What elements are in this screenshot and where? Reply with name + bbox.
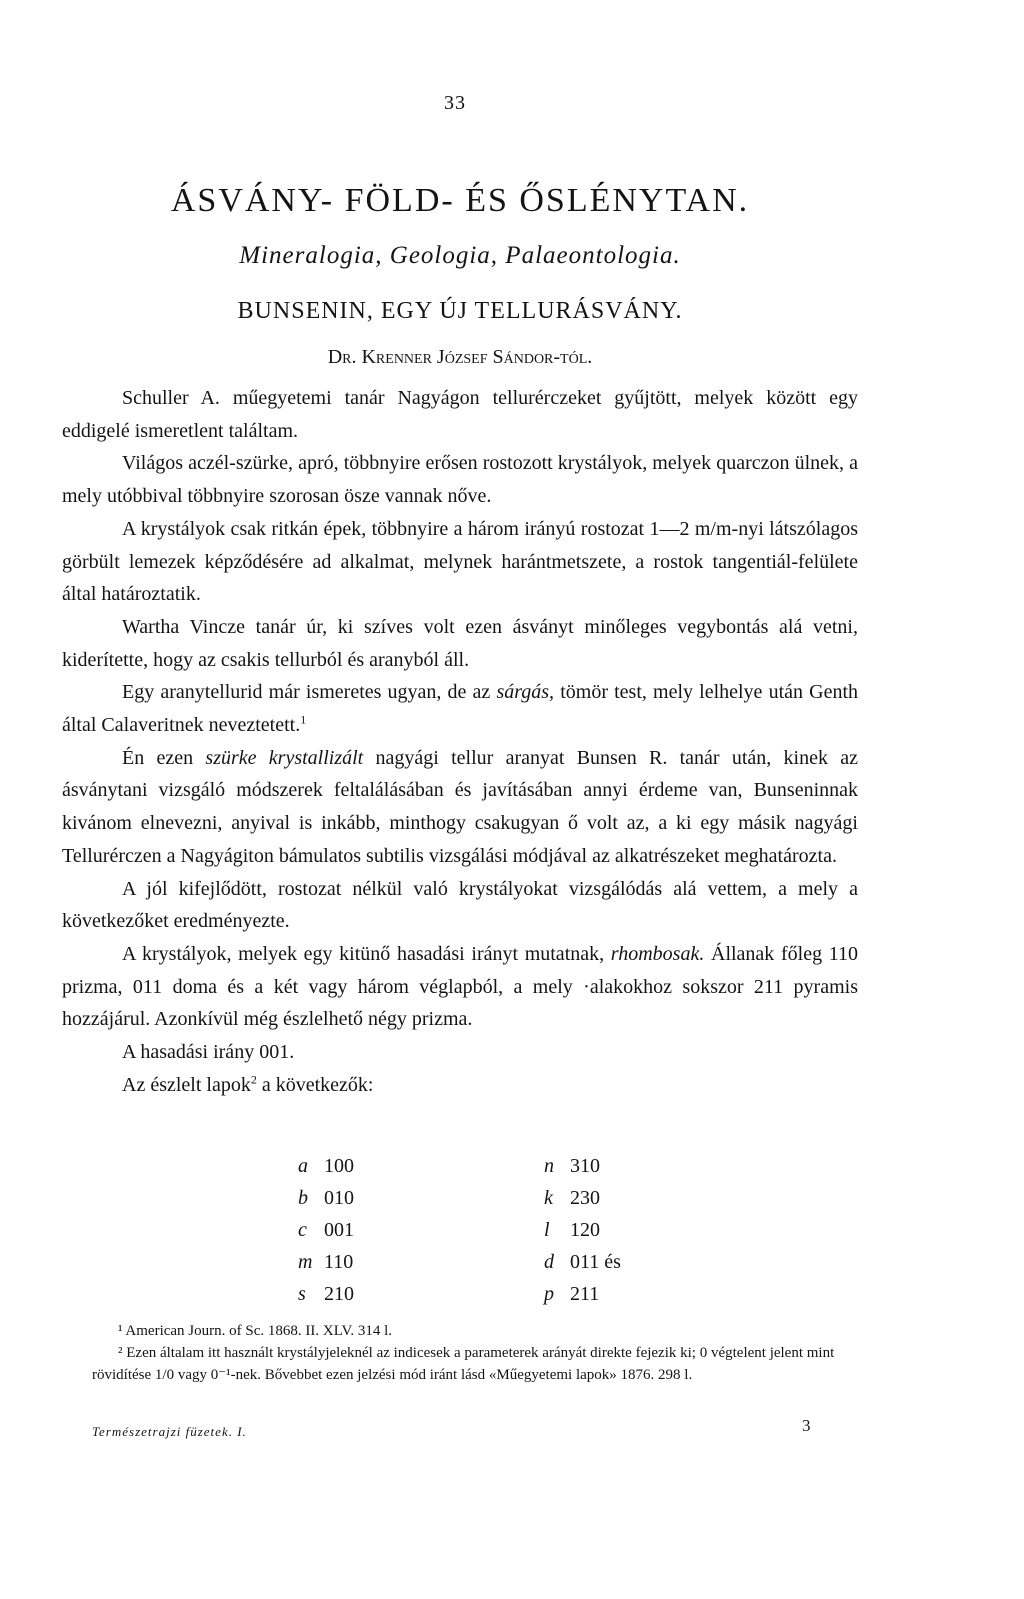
footnote-ref: 1 — [300, 712, 307, 727]
paragraph: A krystályok csak ritkán épek, többnyire a három irányú rostozat 1—2 m/m-nyi látszólagos görbült lemezek képződésére ad alkalmat, melynek harántmetszete, a rostok tangentiál-felülete által határoztatik. — [62, 517, 858, 606]
article-body — [62, 382, 858, 1101]
paragraph-text: a következők: — [261, 1073, 374, 1096]
face-letter: c — [298, 1219, 307, 1241]
face-index: 010 — [324, 1187, 354, 1209]
page — [62, 0, 858, 1599]
paragraph — [62, 1069, 858, 1102]
italic-term: szürke krystallizált — [205, 746, 364, 769]
section-subtitle: Mineralogia, Geologia, Palaeontologia. — [239, 242, 681, 269]
face-letter: k — [544, 1187, 553, 1209]
face-index: 230 — [570, 1187, 600, 1209]
paragraph: Wartha Vincze tanár úr, ki szíves volt ezen ásványt minőleges vegybontás alá vetni, kiderítette, hogy az csakis tellurból és aranyból áll. — [62, 615, 858, 671]
face-index: 210 — [324, 1283, 354, 1305]
list-item — [62, 1246, 858, 1278]
list-item — [62, 1214, 858, 1246]
face-index: 011 és — [570, 1251, 621, 1273]
paragraph — [62, 938, 858, 1036]
paragraph-text: Az észlelt lapok — [122, 1073, 251, 1096]
face-letter: d — [544, 1251, 554, 1273]
page-number: 33 — [444, 92, 466, 114]
paragraph-text: Állanak főleg 110 prizma, 011 doma és a két vagy három véglapból, a mely ·alakokhoz sokszor 211 pyramis hozzájárul. Azonkívül még észlelhető négy prizma. — [62, 942, 858, 1031]
paragraph-text: A krystályok, melyek egy kitünő hasadási irányt mutatnak, — [122, 942, 605, 965]
face-index: 211 — [570, 1283, 600, 1305]
face-letter: n — [544, 1155, 554, 1177]
paragraph: Schuller A. műegyetemi tanár Nagyágon tellurérczeket gyűjtött, melyek között egy eddigelé ismeretlent találtam. — [62, 387, 858, 442]
article-title: BUNSENIN, EGY ÚJ TELLURÁSVÁNY. — [237, 298, 683, 324]
paragraph — [62, 676, 858, 741]
italic-term: sárgás, — [496, 681, 555, 704]
crystal-faces-list — [62, 1150, 858, 1310]
face-letter: m — [298, 1251, 313, 1273]
signature-mark: 3 — [802, 1416, 811, 1435]
paragraph: A jól kifejlődött, rostozat nélkül való krystályokat vizsgálódás alá vettem, a mely a következőket eredményezte. — [62, 877, 858, 933]
footnotes — [92, 1320, 862, 1386]
italic-term: rhombosak. — [610, 942, 705, 965]
face-letter: p — [544, 1283, 554, 1305]
face-index: 001 — [324, 1219, 354, 1241]
face-letter: l — [544, 1219, 550, 1241]
list-item — [62, 1182, 858, 1214]
article-author: Dr. Krenner József Sándor-tól. — [327, 346, 593, 368]
face-letter: a — [298, 1155, 308, 1177]
face-index: 120 — [570, 1219, 600, 1241]
list-item — [62, 1150, 858, 1182]
footnote: ² Ezen általam itt használt krystályjeleknél az indicesek a parameterek arányát direkte fejezik ki; 0 végtelent jelent mint rövidítése 1/0 vagy 0⁻¹-nek. Bővebbet ezen jelzési mód iránt lásd «Műegyetemi lapok» 1876. 298 l. — [92, 1345, 835, 1383]
face-index: 310 — [570, 1155, 600, 1177]
paragraph-text: nagyági tellur aranyat Bunsen R. tanár után, kinek az ásványtani vizsgáló módszerek feltalálásában és javításában annyi érdeme van, Bunseninnak kivánom elnevezni, anyival is inkább, minthogy csakugyan ő volt az, a ki egy másik nagyági Tellurérczen a Nagyágiton bámulatos subtilis vizsgálási módjával az alkatrészeket meghatározta. — [62, 746, 859, 867]
paragraph: Világos aczél-szürke, apró, többnyire erősen rostozott krystályok, melyek quarczon ülnek, a mely utóbbival többnyire szorosan ösze vannak nőve. — [62, 452, 858, 508]
footnote-ref: 2 — [250, 1072, 257, 1087]
paragraph — [62, 742, 858, 873]
footnote: ¹ American Journ. of Sc. 1868. II. XLV. 314 l. — [118, 1323, 393, 1339]
face-letter: b — [298, 1187, 308, 1209]
paragraph: A hasadási irány 001. — [122, 1041, 295, 1064]
paragraph-text: tömör test, mely lelhelye után Genth által Calaveritnek neveztetett. — [62, 681, 859, 737]
list-item — [62, 1278, 858, 1310]
publication-name: Természetrajzi füzetek. I. — [92, 1424, 247, 1439]
face-index: 110 — [324, 1251, 354, 1273]
face-index: 100 — [324, 1155, 354, 1177]
paragraph-text: Egy aranytellurid már ismeretes ugyan, de az — [122, 681, 491, 704]
section-title: ÁSVÁNY- FÖLD- ÉS ŐSLÉNYTAN. — [170, 182, 750, 219]
page-footer — [92, 1416, 862, 1440]
face-letter: s — [298, 1283, 306, 1305]
paragraph-text: Én ezen — [122, 746, 194, 769]
